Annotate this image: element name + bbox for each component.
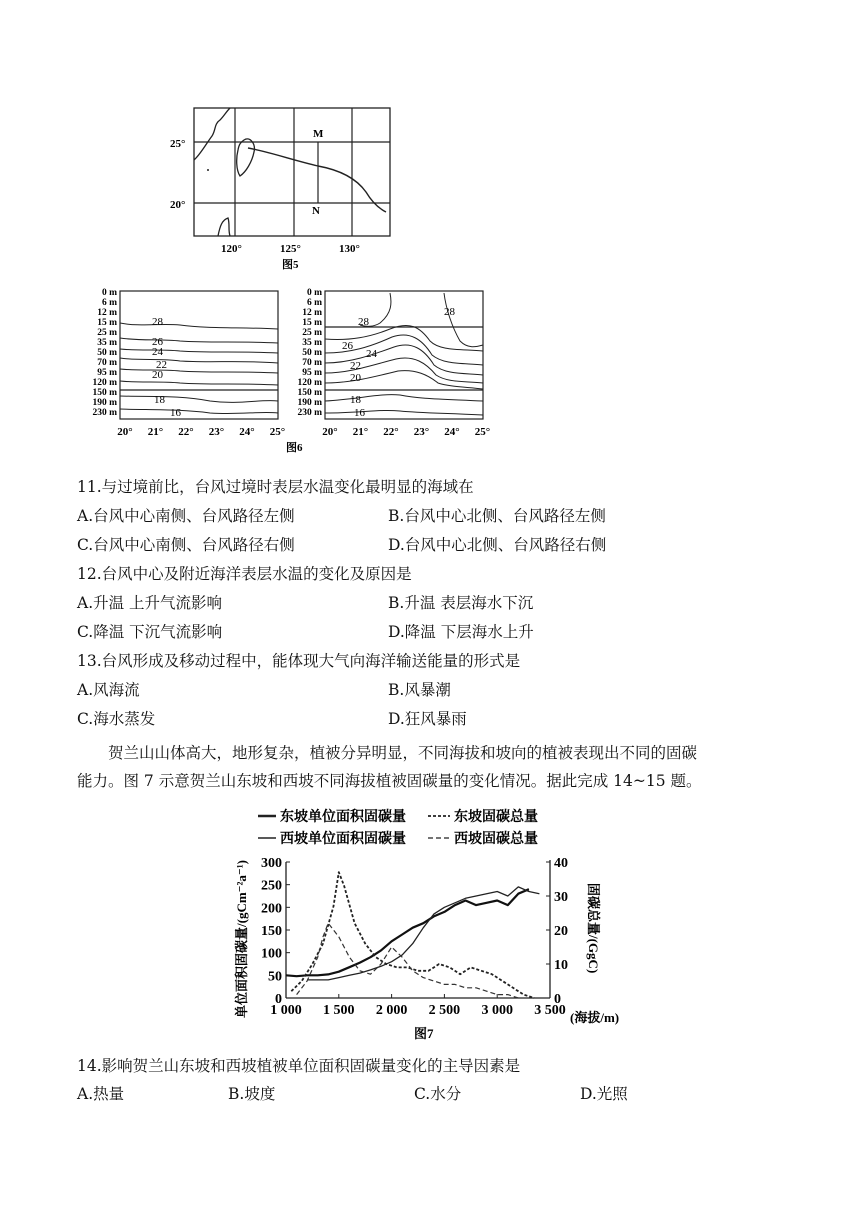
passage — [77, 739, 777, 795]
svg-text:24: 24 — [152, 346, 163, 358]
svg-text:20: 20 — [152, 369, 163, 381]
q12-option-a[interactable]: A.升温 上升气流影响 — [77, 594, 223, 612]
question-14-stem: 14.影响贺兰山东坡和西坡植被单位面积固碳量变化的主导因素是 — [77, 1057, 521, 1075]
depth-label: 50 m — [302, 348, 322, 358]
question-11-stem: 11.与过境前比，台风过境时表层水温变化最明显的海域在 — [77, 478, 474, 496]
depth-label: 95 m — [302, 368, 322, 378]
question-13-stem: 13.台风形成及移动过程中，能体现大气向海洋输送能量的形式是 — [77, 652, 521, 670]
depth-label: 0 m — [306, 288, 322, 298]
x-labels-left — [117, 426, 285, 438]
x-tick-label: 3 000 — [481, 1003, 513, 1018]
x-labels-right — [322, 426, 490, 438]
svg-text:26: 26 — [152, 336, 163, 348]
depth-label: 25 m — [302, 328, 322, 338]
q14-option-b[interactable]: B.坡度 — [228, 1085, 276, 1103]
y-right-tick-label: 20 — [554, 924, 568, 939]
svg-text:26: 26 — [342, 340, 353, 352]
svg-text:16: 16 — [170, 407, 181, 419]
lon-label: 22° — [383, 426, 399, 438]
q12-option-d[interactable]: D.降温 下层海水上升 — [388, 623, 534, 641]
lon-label: 21° — [147, 426, 164, 438]
x-tick-label: 3 500 — [534, 1003, 566, 1018]
x-tick-label: 2 000 — [375, 1003, 408, 1018]
figure-6-sections — [80, 283, 500, 458]
y-left-tick-label: 250 — [261, 878, 282, 894]
q13-option-d[interactable]: D.狂风暴雨 — [388, 710, 467, 728]
svg-text:28: 28 — [444, 306, 455, 318]
depth-label: 70 m — [97, 358, 117, 368]
q13-option-c[interactable]: C.海水蒸发 — [77, 710, 156, 728]
lon-label: 21° — [352, 426, 369, 438]
svg-text:24: 24 — [366, 348, 377, 360]
fig7-caption: 图7 — [414, 1026, 434, 1041]
q11-option-a[interactable]: A.台风中心南侧、台风路径左侧 — [77, 507, 295, 525]
lon-125: 125° — [280, 243, 301, 255]
y-right-tick-label: 0 — [554, 992, 561, 1007]
lon-label: 24° — [444, 426, 460, 438]
depth-label: 190 m — [297, 398, 322, 408]
q12-option-c[interactable]: C.降温 下沉气流影响 — [77, 623, 223, 641]
series-lines — [286, 872, 539, 998]
legend-label-east-unit: 东坡单位面积固碳量 — [280, 810, 406, 825]
depth-label: 35 m — [302, 338, 322, 348]
fig6-caption: 图6 — [286, 442, 303, 454]
x-tick-label: 1 500 — [323, 1003, 355, 1018]
q14-option-d[interactable]: D.光照 — [580, 1085, 628, 1103]
legend — [258, 808, 538, 847]
lat-20: 20° — [170, 199, 186, 211]
depth-label: 230 m — [297, 408, 322, 418]
depth-label: 15 m — [97, 318, 117, 328]
svg-text:18: 18 — [154, 394, 165, 406]
y-left-tick-label: 300 — [261, 856, 282, 871]
svg-text:16: 16 — [354, 407, 365, 419]
lon-120: 120° — [221, 243, 242, 255]
legend-label-east-total: 东坡固碳总量 — [454, 810, 538, 825]
y-right-axis-title: 固碳总量/(GgC) — [586, 883, 601, 974]
lat-25: 25° — [170, 138, 186, 150]
lon-label: 23° — [208, 426, 225, 438]
figure-7-chart — [228, 798, 638, 1044]
figure-5-map — [160, 100, 400, 280]
q11-option-b[interactable]: B.台风中心北侧、台风路径左侧 — [388, 507, 606, 525]
legend-label-west-unit: 西坡单位面积固碳量 — [280, 832, 406, 847]
svg-text:22: 22 — [350, 360, 361, 372]
y-left-tick-label: 0 — [275, 992, 282, 1007]
svg-text:18: 18 — [350, 394, 361, 406]
depth-label: 150 m — [92, 388, 117, 398]
depth-label: 50 m — [97, 348, 117, 358]
passage-line-2: 能力。图 7 示意贺兰山东坡和西坡不同海拔植被固碳量的变化情况。据此完成 14~15 题。 — [77, 772, 702, 790]
depth-label: 25 m — [97, 328, 117, 338]
svg-text:22: 22 — [156, 359, 167, 371]
depth-label: 70 m — [302, 358, 322, 368]
passage-line-1: 贺兰山山体高大，地形复杂，植被分异明显，不同海拔和坡向的植被表现出不同的固碳 — [108, 744, 698, 762]
depth-label: 230 m — [92, 408, 117, 418]
lon-label: 20° — [117, 426, 133, 438]
fig5-caption: 图5 — [282, 259, 299, 271]
taiwan-island — [237, 139, 255, 176]
label-N: N — [312, 205, 320, 217]
depth-labels-right — [297, 288, 322, 418]
lon-label: 25° — [474, 426, 491, 438]
y-right-tick-label: 30 — [554, 890, 568, 905]
y-left-tick-label: 150 — [261, 924, 282, 939]
depth-label: 15 m — [302, 318, 322, 328]
series-line-west-unit — [307, 887, 539, 980]
x-tick-label: 1 000 — [270, 1003, 302, 1018]
depth-label: 120 m — [297, 378, 322, 388]
depth-label: 120 m — [92, 378, 117, 388]
question-12-stem: 12.台风中心及附近海洋表层水温的变化及原因是 — [77, 565, 412, 583]
y-left-tick-label: 100 — [261, 946, 282, 962]
depth-label: 12 m — [97, 308, 117, 318]
y-left-tick-label: 200 — [261, 901, 282, 917]
lon-label: 23° — [413, 426, 430, 438]
q14-option-c[interactable]: C.水分 — [414, 1085, 462, 1103]
x-tick-label: 2 500 — [428, 1003, 461, 1018]
depth-label: 35 m — [97, 338, 117, 348]
typhoon-track — [248, 148, 386, 212]
lon-label: 24° — [239, 426, 255, 438]
depth-label: 190 m — [92, 398, 117, 408]
label-M: M — [313, 128, 324, 140]
legend-label-west-total: 西坡固碳总量 — [454, 832, 538, 847]
lon-130: 130° — [339, 243, 360, 255]
q14-option-a[interactable]: A.热量 — [77, 1085, 125, 1103]
y-right-tick-label: 10 — [554, 958, 568, 973]
coastline — [194, 108, 230, 160]
depth-label: 95 m — [97, 368, 117, 378]
y-right-tick-label: 40 — [554, 856, 568, 871]
series-line-west-total — [297, 923, 519, 998]
svg-text:28: 28 — [152, 316, 163, 328]
y-left-axis-title: 单位面积固碳量/(gCm⁻²a⁻¹) — [234, 859, 249, 1018]
lon-label: 25° — [269, 426, 286, 438]
depth-label: 6 m — [306, 298, 322, 308]
lon-label: 22° — [178, 426, 194, 438]
y-left-tick-label: 50 — [268, 969, 282, 985]
depth-label: 150 m — [297, 388, 322, 398]
depth-label: 6 m — [101, 298, 117, 308]
q11-option-c[interactable]: C.台风中心南侧、台风路径右侧 — [77, 536, 295, 554]
depth-labels-left — [92, 288, 117, 418]
depth-label: 0 m — [101, 288, 117, 298]
q11-option-d[interactable]: D.台风中心北侧、台风路径右侧 — [388, 536, 607, 554]
lon-label: 20° — [322, 426, 338, 438]
q13-option-b[interactable]: B.风暴潮 — [388, 681, 451, 699]
q13-option-a[interactable]: A.风海流 — [77, 681, 140, 699]
q12-option-b[interactable]: B.升温 表层海水下沉 — [388, 594, 534, 612]
x-axis-title: (海拔/m) — [570, 1010, 620, 1025]
svg-text:20: 20 — [350, 372, 361, 384]
svg-text:28: 28 — [358, 316, 369, 328]
depth-label: 12 m — [302, 308, 322, 318]
